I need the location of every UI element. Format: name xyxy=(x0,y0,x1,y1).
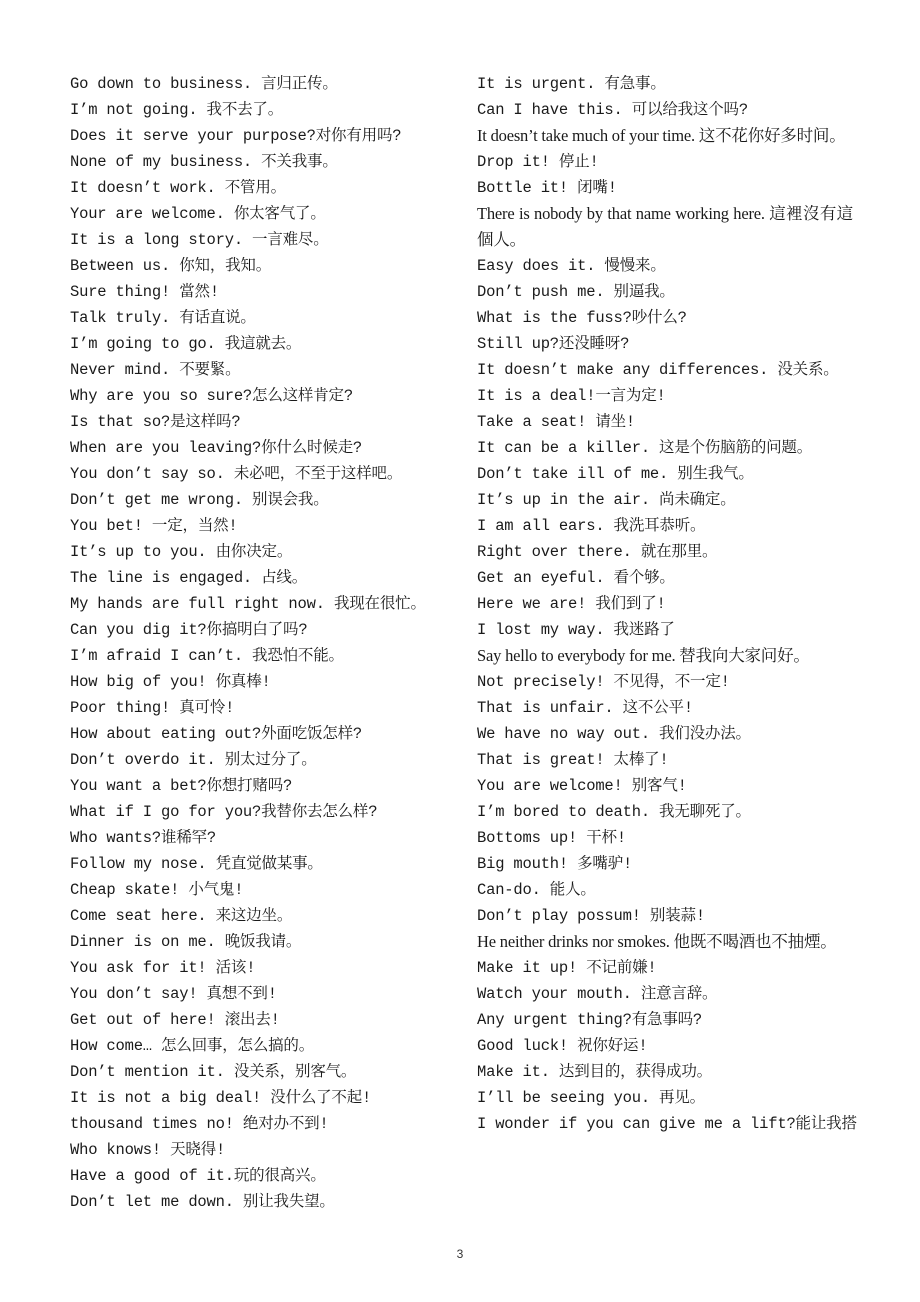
phrase-line: I’m going to go. 我這就去。 xyxy=(70,335,302,353)
phrase-line: Say hello to everybody for me. 替我向大家问好。 xyxy=(477,646,810,665)
phrase-line: Bottoms up! 干杯! xyxy=(477,829,626,847)
phrase-line: Any urgent thing?有急事吗? xyxy=(477,1011,703,1029)
phrase-line: Don’t let me down. 别让我失望。 xyxy=(70,1193,335,1211)
phrase-line: I’m bored to death. 我无聊死了。 xyxy=(477,803,751,821)
phrase-line: Cheap skate! 小气鬼! xyxy=(70,881,244,899)
phrase-line: Still up?还没睡呀? xyxy=(477,335,630,353)
phrase-line: Bottle it! 闭嘴! xyxy=(477,179,617,197)
phrase-line: It is a deal!一言为定! xyxy=(477,387,666,405)
phrase-line: Watch your mouth. 注意言辞。 xyxy=(477,985,718,1003)
phrase-line: Get an eyeful. 看个够。 xyxy=(477,569,675,587)
phrase-line: Sure thing! 當然! xyxy=(70,283,219,301)
phrase-line: Who wants?谁稀罕? xyxy=(70,829,217,847)
phrase-line: I’m afraid I can’t. 我恐怕不能。 xyxy=(70,647,344,665)
phrase-line: Why are you so sure?怎么这样肯定? xyxy=(70,387,353,405)
phrase-line: Here we are! 我们到了! xyxy=(477,595,666,613)
phrase-line: I am all ears. 我洗耳恭听。 xyxy=(477,517,706,535)
phrase-line: You want a bet?你想打赌吗? xyxy=(70,777,293,795)
phrase-line: thousand times no! 绝对办不到! xyxy=(70,1115,329,1133)
phrase-line: None of my business. 不关我事。 xyxy=(70,153,338,171)
phrase-line: The line is engaged. 占线。 xyxy=(70,569,308,587)
phrase-line: You don’t say! 真想不到! xyxy=(70,985,277,1003)
phrase-line: What is the fuss?吵什么? xyxy=(477,309,687,327)
phrase-line: It doesn’t work. 不管用。 xyxy=(70,179,286,197)
phrase-line: How about eating out?外面吃饭怎样? xyxy=(70,725,363,743)
phrase-line: Between us. 你知，我知。 xyxy=(70,257,272,275)
phrase-line: You are welcome! 别客气! xyxy=(477,777,687,795)
phrase-line: It is urgent. 有急事。 xyxy=(477,75,666,93)
phrase-line: Follow my nose. 凭直觉做某事。 xyxy=(70,855,323,873)
phrase-line: Poor thing! 真可怜! xyxy=(70,699,235,717)
phrase-line: Don’t get me wrong. 别误会我。 xyxy=(70,491,329,509)
phrase-line: Never mind. 不要緊。 xyxy=(70,361,241,379)
phrase-line: Talk truly. 有话直说。 xyxy=(70,309,256,327)
phrase-line: Dinner is on me. 晚饭我请。 xyxy=(70,933,302,951)
phrase-line: I lost my way. 我迷路了 xyxy=(477,621,675,639)
phrase-line: You don’t say so. 未必吧，不至于这样吧。 xyxy=(70,465,403,483)
phrase-line: I’ll be seeing you. 再见。 xyxy=(477,1089,705,1107)
phrase-line: How big of you! 你真棒! xyxy=(70,673,271,691)
phrase-line: Make it up! 不记前嫌! xyxy=(477,959,657,977)
phrase-line: Drop it! 停止! xyxy=(477,153,599,171)
phrase-line: It’s up in the air. 尚未确定。 xyxy=(477,491,736,509)
phrase-line: There is nobody by that name working here. 這裡沒有這個人。 xyxy=(477,204,853,249)
phrase-line: Get out of here! 滚出去! xyxy=(70,1011,280,1029)
phrase-line: I wonder if you can give me a lift?能让我搭 xyxy=(477,1115,857,1133)
phrase-line: Don’t push me. 别逼我。 xyxy=(477,283,675,301)
phrase-line: Make it. 达到目的，获得成功。 xyxy=(477,1063,712,1081)
phrase-line: It’s up to you. 由你决定。 xyxy=(70,543,293,561)
phrase-line: Don’t play possum! 别装蒜! xyxy=(477,907,705,925)
phrase-line: It is a long story. 一言难尽。 xyxy=(70,231,329,249)
phrase-line: That is great! 太棒了! xyxy=(477,751,669,769)
phrase-line: It can be a killer. 这是个伤脑筋的问题。 xyxy=(477,439,813,457)
phrase-line: My hands are full right now. 我现在很忙。 xyxy=(70,595,426,613)
phrase-line: He neither drinks nor smokes. 他既不喝酒也不抽煙。 xyxy=(477,932,837,951)
phrase-line: Don’t take ill of me. 别生我气。 xyxy=(477,465,754,483)
right-column xyxy=(477,71,857,1137)
phrase-line: Easy does it. 慢慢来。 xyxy=(477,257,666,275)
phrase-line: Good luck! 祝你好运! xyxy=(477,1037,648,1055)
phrase-line: You ask for it! 活该! xyxy=(70,959,256,977)
phrase-line: Not precisely! 不见得，不一定! xyxy=(477,673,730,691)
phrase-line: Can you dig it?你搞明白了吗? xyxy=(70,621,308,639)
phrase-line: What if I go for you?我替你去怎么样? xyxy=(70,803,378,821)
phrase-line: Can-do. 能人。 xyxy=(477,881,596,899)
page-number: 3 xyxy=(456,1247,464,1261)
phrase-line: I’m not going. 我不去了。 xyxy=(70,101,284,119)
phrase-line: It doesn’t make any differences. 没关系。 xyxy=(477,361,839,379)
phrase-line: Does it serve your purpose?对你有用吗? xyxy=(70,127,402,145)
phrase-line: Who knows! 天晓得! xyxy=(70,1141,226,1159)
phrase-line: It is not a big deal! 没什么了不起! xyxy=(70,1089,372,1107)
phrase-line: You bet! 一定，当然! xyxy=(70,517,238,535)
phrase-line: Your are welcome. 你太客气了。 xyxy=(70,205,326,223)
phrase-line: That is unfair. 这不公平! xyxy=(477,699,693,717)
phrase-line: Right over there. 就在那里。 xyxy=(477,543,718,561)
phrase-line: Take a seat! 请坐! xyxy=(477,413,636,431)
phrase-line: It doesn’t take much of your time. 这不花你好多时间。 xyxy=(477,126,846,145)
phrase-line: We have no way out. 我们没办法。 xyxy=(477,725,751,743)
phrase-line: How come… 怎么回事，怎么搞的。 xyxy=(70,1037,315,1055)
phrase-line: Go down to business. 言归正传。 xyxy=(70,75,338,93)
phrase-line: Big mouth! 多嘴驴! xyxy=(477,855,633,873)
phrase-line: Can I have this. 可以给我这个吗? xyxy=(477,101,748,119)
phrase-line: Don’t mention it. 没关系，别客气。 xyxy=(70,1063,357,1081)
phrase-line: When are you leaving?你什么时候走? xyxy=(70,439,363,457)
left-column xyxy=(70,71,465,1215)
phrase-line: Have a good of it.玩的很高兴。 xyxy=(70,1167,326,1185)
phrase-line: Come seat here. 来这边坐。 xyxy=(70,907,293,925)
phrase-line: Is that so?是这样吗? xyxy=(70,413,241,431)
phrase-line: Don’t overdo it. 别太过分了。 xyxy=(70,751,317,769)
